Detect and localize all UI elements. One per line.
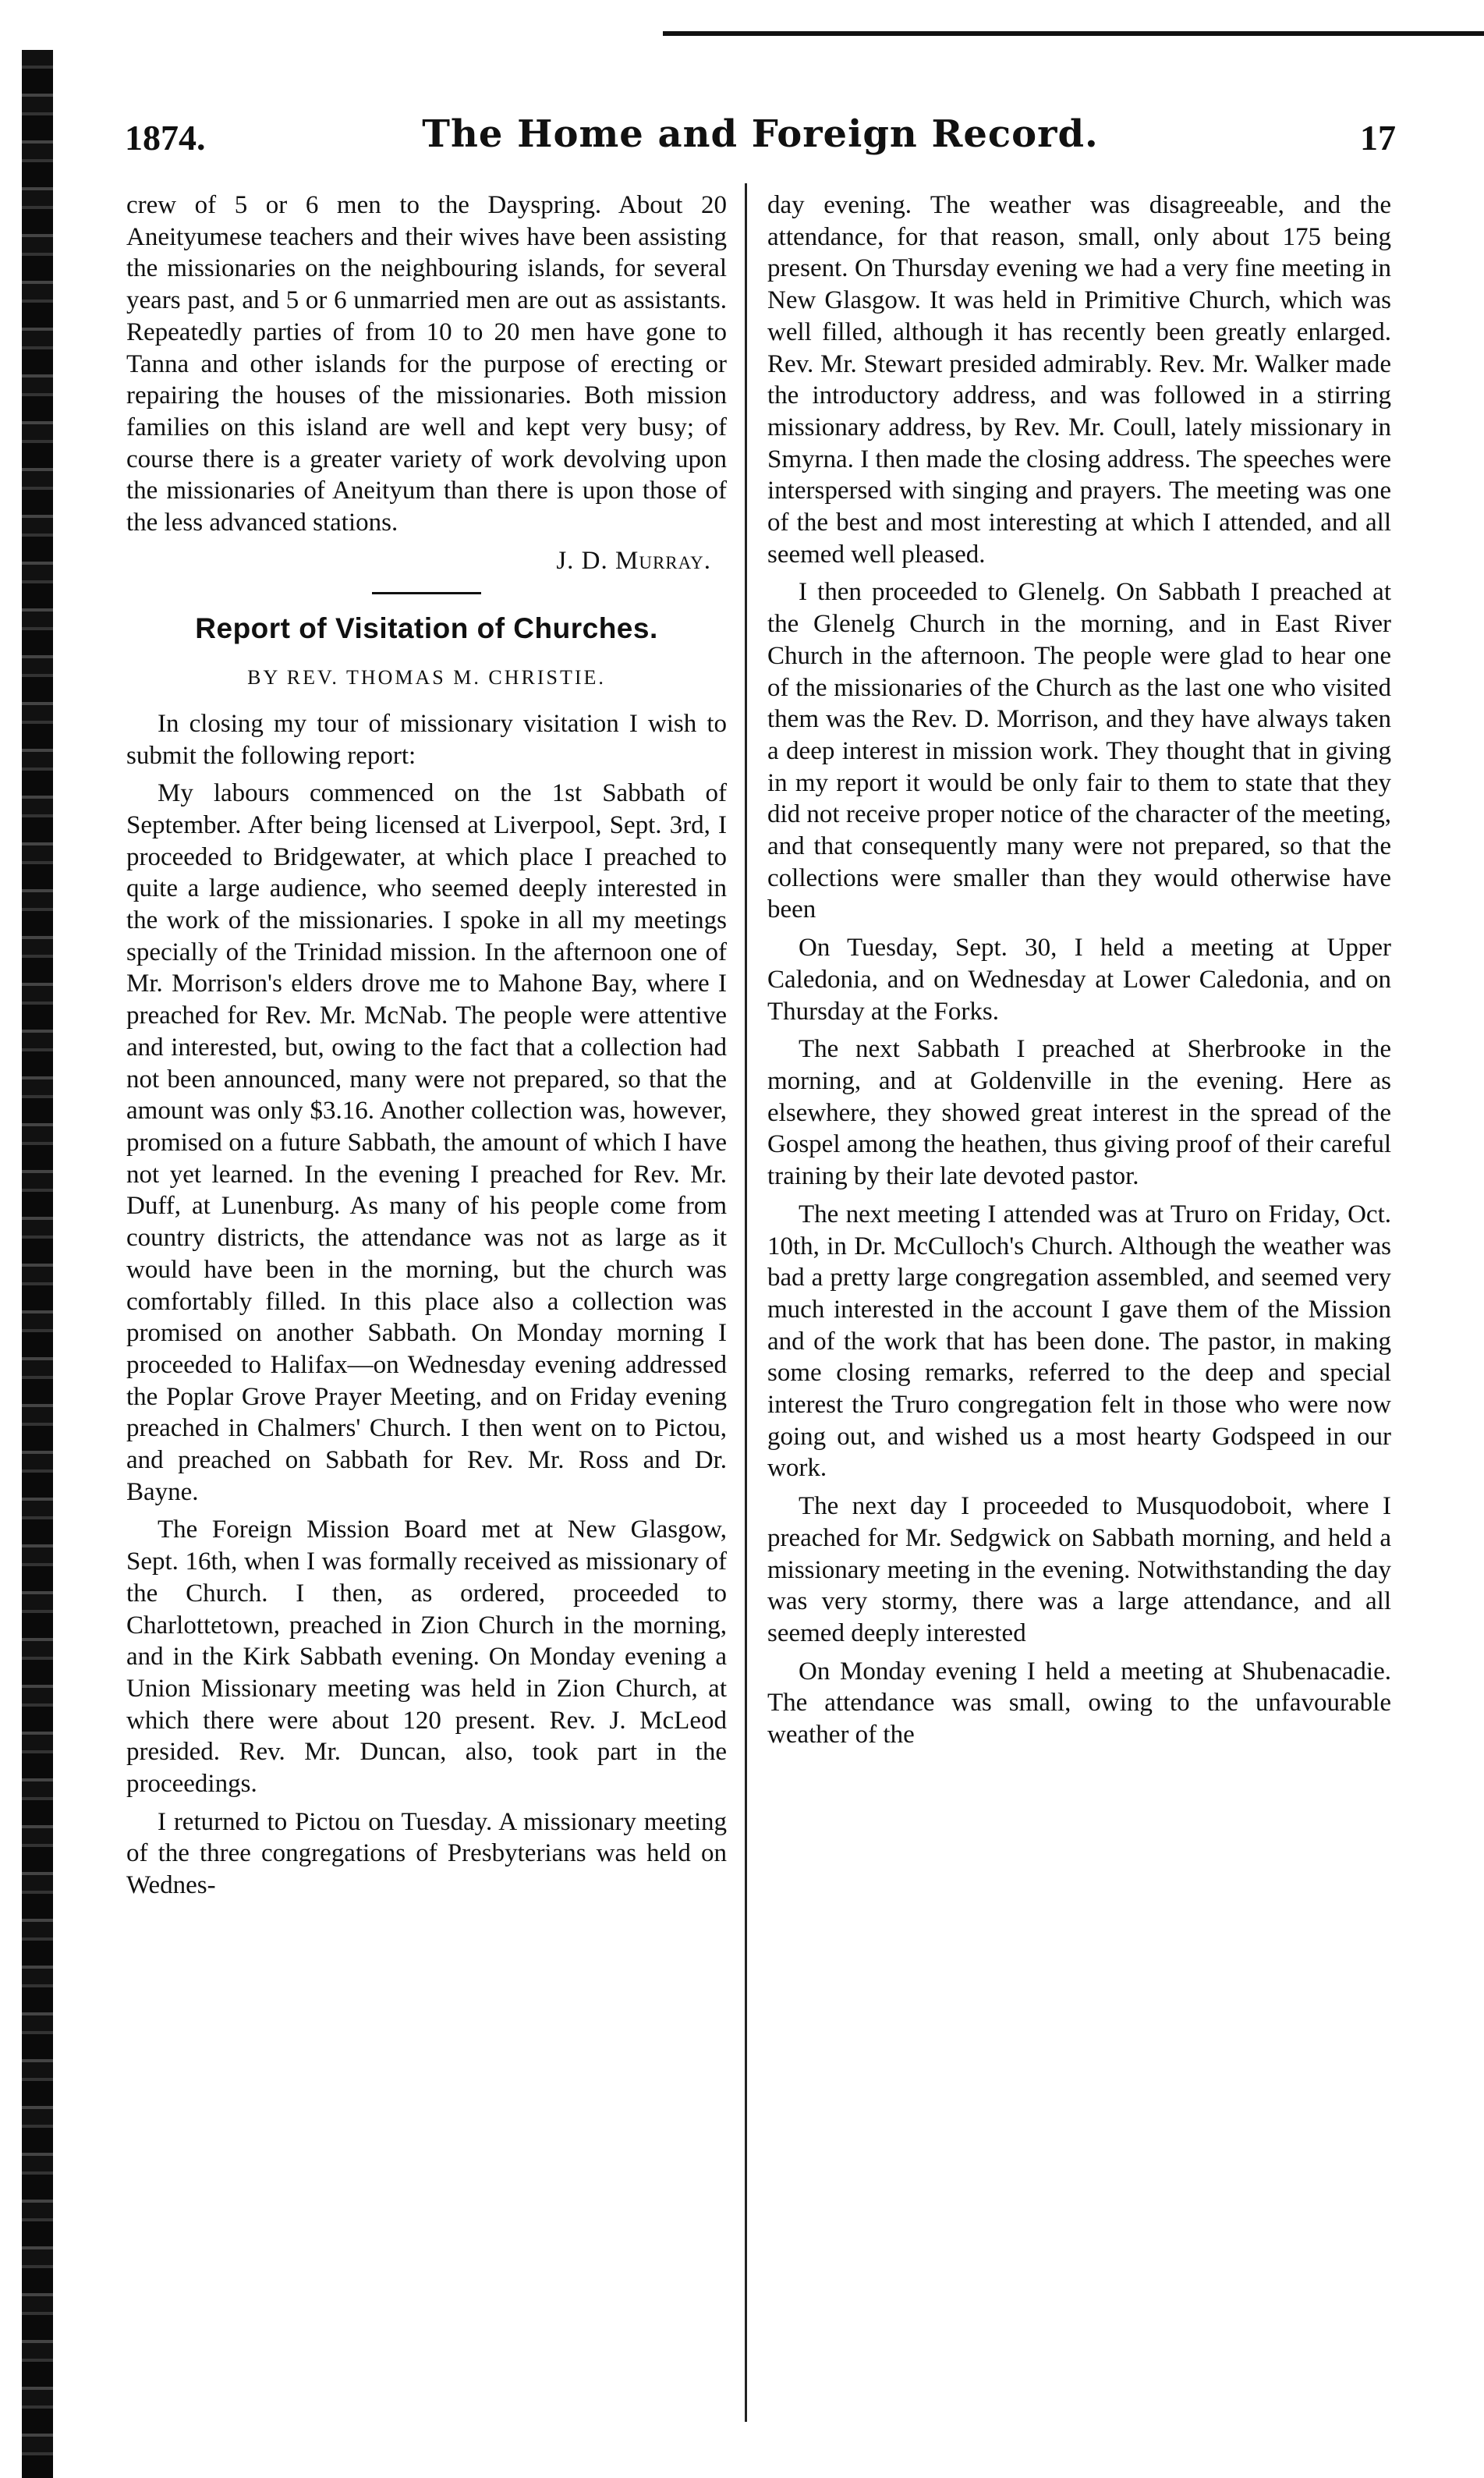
paragraph: On Tuesday, Sept. 30, I held a meeting at Upper Caledonia, and on Wednesday at Lower Caledonia, and on Thursday at the Forks. (767, 934, 1391, 1026)
paragraph: My labours commenced on the 1st Sabbath of September. After being licensed at Liverpool, Sept. 3rd, I proceeded to Bridgewater, at which place I preached to quite a large audience, who seemed deeply interested in the work of the missionaries. I spoke in all my meetings specially of the Trinidad mission. In the afternoon one of Mr. Morrison's elders drove me to Mahone Bay, where I preached for Rev. Mr. McNab. The people were attentive and interested, but, owing to the fact that a collection had not been announced, many were not prepared, so that the amount was only $3.16. Another collection was, however, promised on a future Sabbath, the amount of which I have not yet learned. In the evening I preached for Rev. Mr. Duff, at Lunenburg. As many of his people come from country districts, the attendance was not as large as it would have been in the morning, but the church was comfortably filled. In this place also a collection was promised on another Sabbath. On Monday morning I proceeded to Halifax—on Wednesday evening addressed the Poplar Grove Prayer Meeting, and on Friday evening preached in Chalmers' Church. I then went on to Pictou, and preached on Sabbath for Rev. Mr. Ross and Dr. Bayne. (126, 779, 727, 1506)
header-year: 1874. (125, 118, 206, 158)
paragraph: On Monday evening I held a meeting at Shubenacadie. The attendance was small, owing to the unfavourable weather of the (767, 1657, 1391, 1749)
paragraph: I returned to Pictou on Tuesday. A missionary meeting of the three congregations of Presbyterians was held on Wednes- (126, 1807, 727, 1900)
page-number: 17 (1360, 118, 1396, 158)
left-column (126, 190, 727, 1908)
header-title: The Home and Foreign Record. (422, 112, 1099, 156)
paragraph: The next day I proceeded to Musquodoboit, where I preached for Mr. Sedgwick on Sabbath morning, and held a missionary meeting in the evening. Notwithstanding the day was very stormy, there was a large attendance, and all seemed deeply interested (767, 1492, 1391, 1647)
running-header (125, 101, 1396, 164)
paragraph: crew of 5 or 6 men to the Dayspring. About 20 Aneityumese teachers and their wives have been assisting the missionaries on the neighbouring islands, for several years past, and 5 or 6 unmarried men are out as assistants. Repeatedly parties of from 10 to 20 men have gone to Tanna and other islands for the purpose of erecting or repairing the houses of the missionaries. Both mission families on this island are well and kept very busy; of course there is a greater variety of work devolving upon the missionaries of Aneityum than there is upon those of the less advanced stations. (126, 191, 727, 537)
top-rule (663, 0, 1484, 36)
signature: J. D. Murray. (556, 546, 711, 575)
column-divider (745, 183, 747, 2422)
right-column (767, 190, 1391, 1757)
paragraph: The Foreign Mission Board met at New Glasgow, Sept. 16th, when I was formally received as missionary of the Church. I then, as ordered, proceeded to Charlottetown, preached in Zion Church in the morning, and in the Kirk Sabbath evening. On Monday evening a Union Missionary meeting was held in Zion Church, at which there were about 120 present. Rev. J. McLeod presided. Rev. Mr. Duncan, also, took part in the proceedings. (126, 1516, 727, 1799)
section-rule (372, 592, 481, 594)
paragraph: In closing my tour of missionary visitation I wish to submit the following report: (126, 709, 727, 770)
paragraph: The next meeting I attended was at Truro on Friday, Oct. 10th, in Dr. McCulloch's Church. Although the weather was bad a pretty large congregation assembled, and seemed very much interested in the account I gave them of the Mission and of the work that has been done. The pastor, in making some closing remarks, referred to the deep and special interest the Truro congregation felt in those who were now going out, and wished us a most hearty Godspeed in our work. (767, 1200, 1391, 1483)
article-byline: BY REV. THOMAS M. CHRISTIE. (247, 666, 606, 690)
binding-edge (22, 50, 53, 2478)
paragraph: day evening. The weather was disagreeable, and the attendance, for that reason, small, only about 175 being present. On Thursday evening we had a very fine meeting in New Glasgow. It was held in Primitive Church, which was well filled, although it has recently been greatly enlarged. Rev. Mr. Stewart presided admirably. Rev. Mr. Walker made the introductory address, and was followed in a stirring missionary address, by Rev. Mr. Coull, lately missionary in Smyrna. I then made the closing address. The speeches were interspersed with singing and prayers. The meeting was one of the best and most interesting at which I attended, and all seemed well pleased. (767, 191, 1391, 569)
paragraph: I then proceeded to Glenelg. On Sabbath I preached at the Glenelg Church in the morning, and in East River Church in the afternoon. The people were glad to hear one of the missionaries of the Church as the last one who visited them was the Rev. D. Morrison, and they have always taken a deep interest in mission work. They thought that in giving in my report it would be only fair to them to state that they did not receive proper notice of the character of the meeting, and that consequently many were not prepared, so that the collections were smaller than they would otherwise have been (767, 578, 1391, 924)
paragraph: The next Sabbath I preached at Sherbrooke in the morning, and at Goldenville in the evening. Here as elsewhere, they showed great interest in the spread of the Gospel among the heathen, thus giving proof of their careful training by their late devoted pastor. (767, 1035, 1391, 1191)
article-title: Report of Visitation of Churches. (195, 612, 658, 645)
